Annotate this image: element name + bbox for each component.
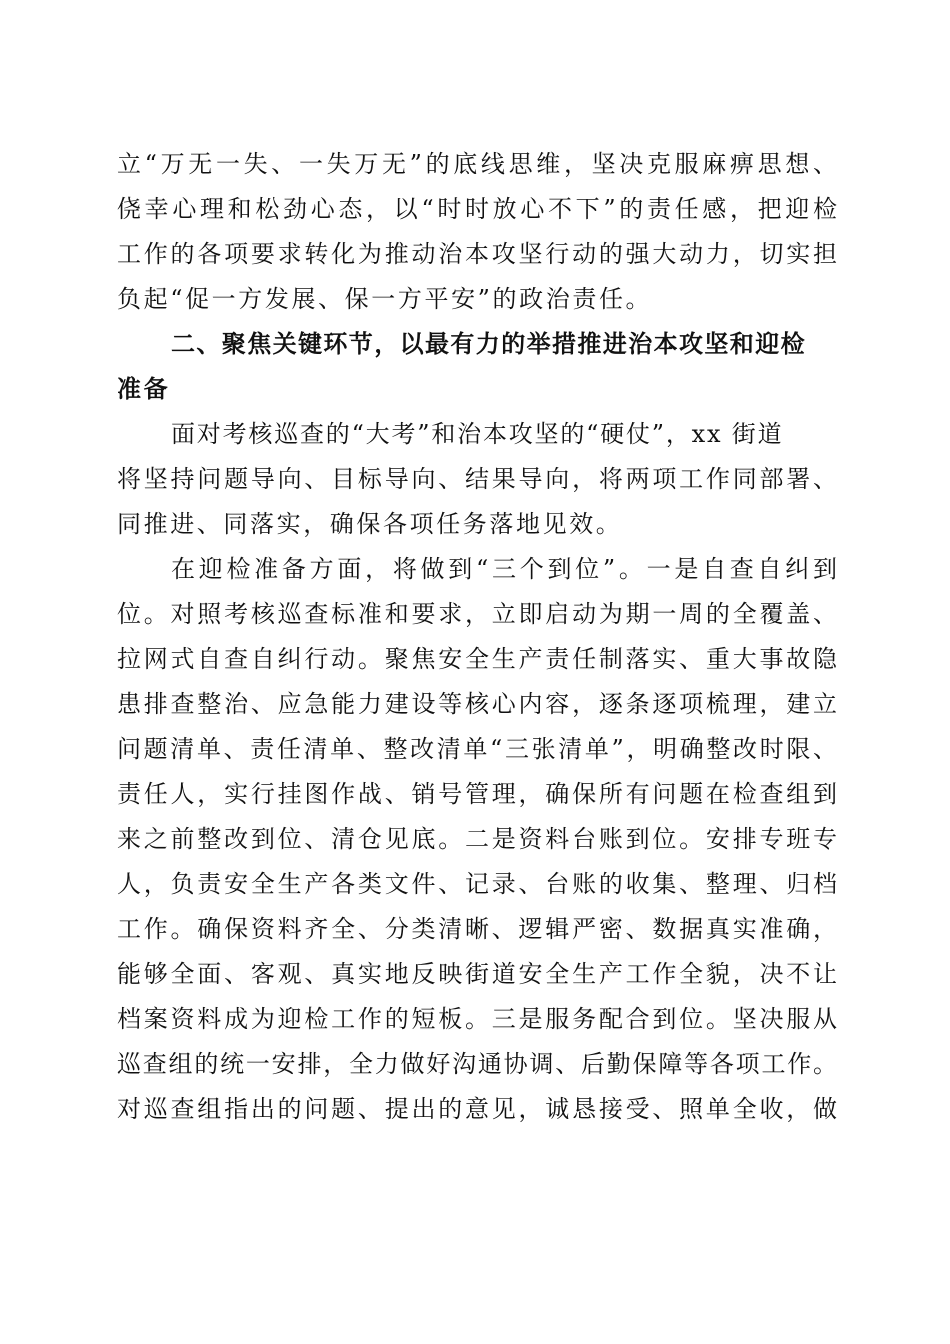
- section-heading: 二、聚焦关键环节，以最有力的举措推进治本攻坚和迎检: [171, 330, 806, 358]
- paragraph-line: 将坚持问题导向、目标导向、结果导向，将两项工作同部署、: [117, 465, 837, 493]
- paragraph-line: 工作。确保资料齐全、分类清晰、逻辑严密、数据真实准确，: [117, 915, 837, 943]
- section-heading-continued: 准备: [117, 375, 171, 403]
- paragraph-line: 来之前整改到位、清仓见底。二是资料台账到位。安排专班专: [117, 825, 837, 853]
- paragraph-line: 人，负责安全生产各类文件、记录、台账的收集、整理、归档: [117, 870, 837, 898]
- paragraph-line: 档案资料成为迎检工作的短板。三是服务配合到位。坚决服从: [117, 1005, 837, 1033]
- paragraph-line: 患排查整治、应急能力建设等核心内容，逐条逐项梳理，建立: [117, 690, 837, 718]
- paragraph-line: 拉网式自查自纠行动。聚焦安全生产责任制落实、重大事故隐: [117, 645, 837, 673]
- paragraph-line: 侥幸心理和松劲心态，以“时时放心不下”的责任感，把迎检: [117, 195, 837, 223]
- paragraph-line: 在迎检准备方面，将做到“三个到位”。一是自查自纠到: [171, 555, 837, 583]
- paragraph-line: 立“万无一失、一失万无”的底线思维，坚决克服麻痹思想、: [117, 150, 837, 178]
- paragraph-line: 问题清单、责任清单、整改清单“三张清单”，明确整改时限、: [117, 735, 837, 763]
- paragraph-line: 工作的各项要求转化为推动治本攻坚行动的强大动力，切实担: [117, 240, 837, 268]
- paragraph-line: 对巡查组指出的问题、提出的意见，诚恳接受、照单全收，做: [117, 1095, 837, 1123]
- paragraph-line: 能够全面、客观、真实地反映街道安全生产工作全貌，决不让: [117, 960, 837, 988]
- paragraph-line: 负起“促一方发展、保一方平安”的政治责任。: [117, 285, 653, 313]
- paragraph-line: 同推进、同落实，确保各项任务落地见效。: [117, 510, 623, 538]
- paragraph-line: 巡查组的统一安排，全力做好沟通协调、后勤保障等各项工作。: [117, 1050, 837, 1078]
- paragraph-line: 责任人，实行挂图作战、销号管理，确保所有问题在检查组到: [117, 780, 837, 808]
- paragraph-line: 位。对照考核巡查标准和要求，立即启动为期一周的全覆盖、: [117, 600, 837, 628]
- paragraph-line: 面对考核巡查的“大考”和治本攻坚的“硬仗”，xx 街道: [171, 420, 784, 448]
